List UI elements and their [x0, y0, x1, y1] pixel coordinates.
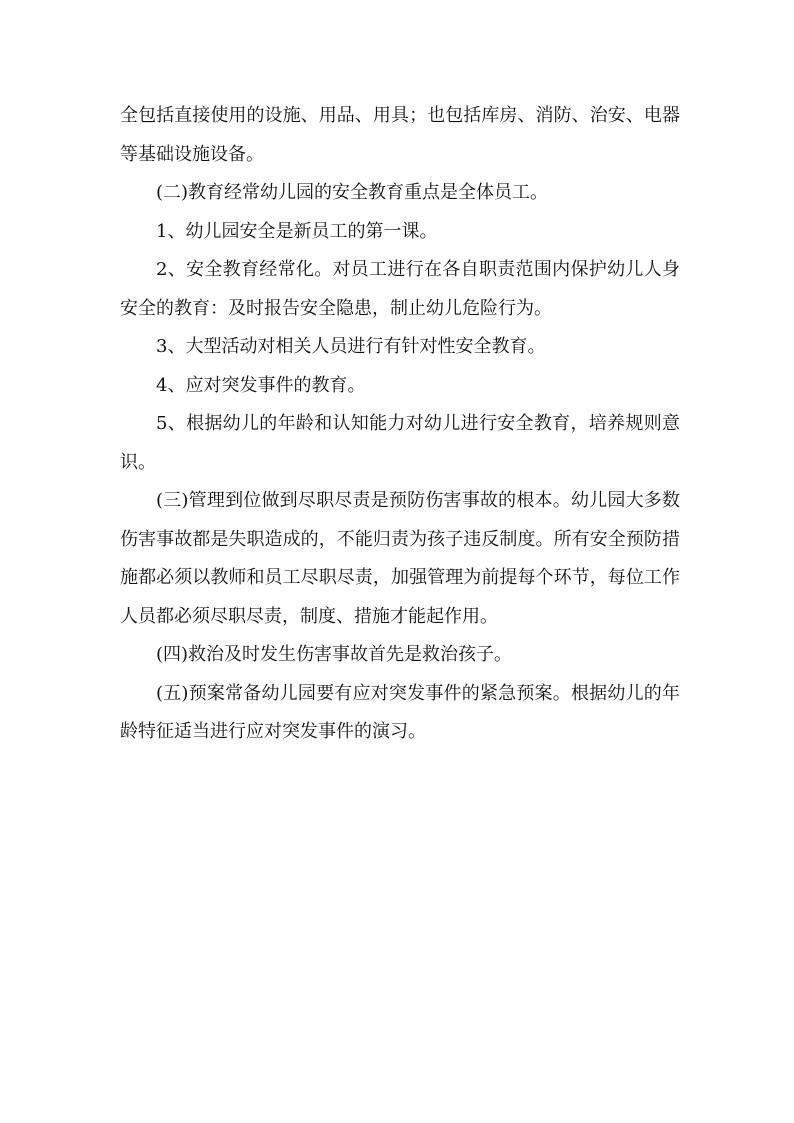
paragraph-item-4: 4、应对突发事件的教育。 [156, 374, 366, 396]
paragraph-section-5: (五)预案常备幼儿园要有应对突发事件的紧急预案。根据幼儿的年龄特征适当进行应对突发事件的演习。 [120, 682, 680, 742]
paragraph-section-4: (四)救治及时发生伤害事故首先是救治孩子。 [156, 644, 513, 665]
paragraph-item-2: 2、安全教育经常化。对员工进行在各自职责范围内保护幼儿人身安全的教育：及时报告安全隐患，制止幼儿危险行为。 [120, 259, 680, 319]
paragraph-section-2-heading: (二)教育经常幼儿园的安全教育重点是全体员工。 [156, 182, 549, 203]
document-body [120, 97, 680, 752]
paragraph-item-5: 5、根据幼儿的年龄和认知能力对幼儿进行安全教育，培养规则意识。 [120, 413, 680, 473]
paragraph-section-3: (三)管理到位做到尽职尽责是预防伤害事故的根本。幼儿园大多数伤害事故都是失职造成的，不能归责为孩子违反制度。所有安全预防措施都必须以教师和员工尽职尽责，加强管理为前提每个环节，每位工作人员都必须尽职尽责，制度、措施才能起作用。 [120, 490, 680, 627]
paragraph-item-3: 3、大型活动对相关人员进行有针对性安全教育。 [156, 336, 546, 357]
paragraph-continuation: 全包括直接使用的设施、用品、用具；也包括库房、消防、治安、电器等基础设施设备。 [120, 105, 680, 165]
paragraph-item-1: 1、幼儿园安全是新员工的第一课。 [156, 220, 438, 242]
